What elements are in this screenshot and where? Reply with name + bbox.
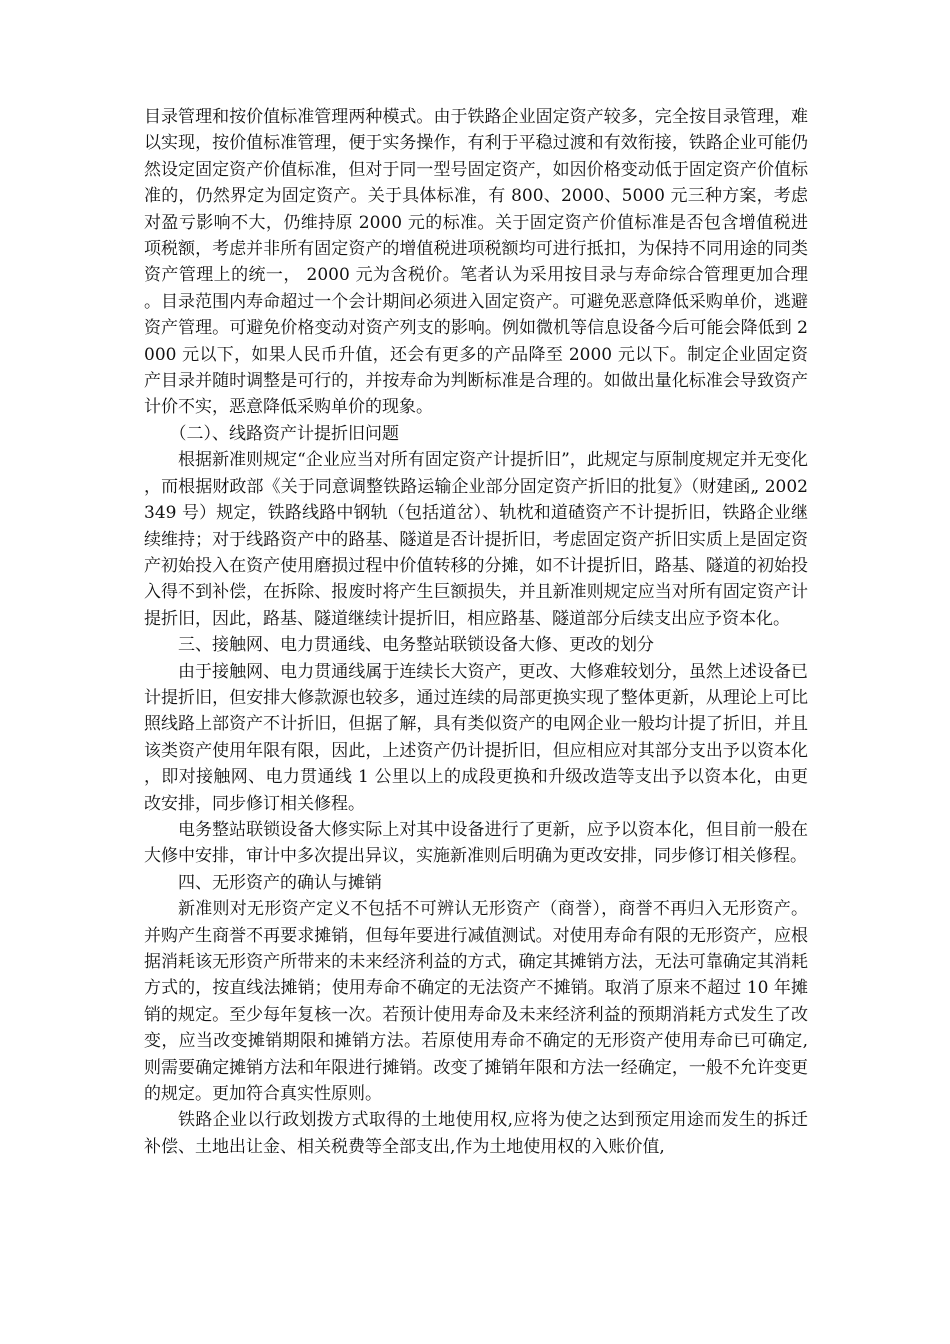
- paragraph-interlocking-equipment: 电务整站联锁设备大修实际上对其中设备进行了更新，应予以资本化，但目前一般在大修中安排，审计中多次提出异议，实施新准则后明确为更改安排，同步修订相关修程。: [144, 819, 808, 867]
- section-heading-catenary-overhaul: 三、接触网、电力贯通线、电务整站联锁设备大修、更改的划分: [178, 635, 654, 656]
- section-heading-intangible-assets: 四、无形资产的确认与摊销: [178, 872, 382, 893]
- paragraph-land-use-rights: 铁路企业以行政划拨方式取得的土地使用权,应将为使之达到预定用途而发生的拆迁补偿、土地出让金、相关税费等全部支出,作为土地使用权的入账价值,: [144, 1110, 808, 1157]
- document-body: [144, 104, 825, 1160]
- paragraph-intangible-assets: 新准则对无形资产定义不包括不可辨认无形资产（商誉），商誉不再归入无形资产。并购产生商誉不再要求摊销，但每年要进行减值测试。对使用寿命有限的无形资产，应根据消耗该无形资产所带来的未来经济利益的方式，确定其摊销方法，无法可靠确定其消耗方式的，按直线法摊销；使用寿命不确定的无法资产不摊销。取消了原来不超过 10 年摊销的规定。至少每年复核一次。若预计使用寿命及未来经济利益的预期消耗方式发生了改变，应当改变摊销期限和摊销方法。若原使用寿命不确定的无形资产使用寿命已可确定,则需要确定摊销方法和年限进行摊销。改变了摊销年限和方法一经确定，一般不允许变更的规定。更加符合真实性原则。: [144, 899, 808, 1105]
- paragraph-line-asset-depreciation: 根据新准则规定“企业应当对所有固定资产计提折旧”，此规定与原制度规定并无变化，而根据财政部《关于同意调整铁路运输企业部分固定资产折旧的批复》（财建函„ 2002 349 号）规定，铁路线路中钢轨（包括道岔）、轨枕和道碴资产不计提折旧，铁路企业继续维持；对于线路资产中的路基、隧道是否计提折旧，考虑固定资产折旧实质上是固定资产初始投入在资产使用磨损过程中价值转移的分摊，如不计提折旧，路基、隧道的初始投入得不到补偿，在拆除、报废时将产生巨额损失，并且新准则规定应当对所有固定资产计提折旧，因此，路基、隧道继续计提折旧，相应路基、隧道部分后续支出应予资本化。: [144, 450, 825, 629]
- paragraph-fixed-asset-standard: 目录管理和按价值标准管理两种模式。由于铁路企业固定资产较多，完全按目录管理，难以实现，按价值标准管理，便于实务操作，有利于平稳过渡和有效衔接，铁路企业可能仍然设定固定资产价值标准，但对于同一型号固定资产，如因价格变动低于固定资产价值标准的，仍然界定为固定资产。关于具体标准，有 800、2000、5000 元三种方案，考虑对盈亏影响不大，仍维持原 2000 元的标准。关于固定资产价值标准是否包含增值税进项税额，考虑并非所有固定资产的增值税进项税额均可进行抵扣，为保持不同用途的同类资产管理上的统一， 2000 元为含税价。笔者认为采用按目录与寿命综合管理更加合理。目录范围内寿命超过一个会计期间必须进入固定资产。可避免恶意降低采购单价，逃避资产管理。可避免价格变动对资产列支的影响。例如微机等信息设备今后可能会降低到 2000 元以下，如果人民币升值，还会有更多的产品降至 2000 元以下。制定企业固定资产目录并随时调整是可行的，并按寿命为判断标准是合理的。如做出量化标准会导致资产计价不实，恶意降低采购单价的现象。: [144, 107, 808, 418]
- section-heading-line-asset-depreciation: （二）、线路资产计提折旧问题: [169, 423, 399, 444]
- paragraph-catenary-overhaul: 由于接触网、电力贯通线属于连续长大资产，更改、大修难较划分，虽然上述设备已计提折旧，但安排大修款源也较多，通过连续的局部更换实现了整体更新，从理论上可比照线路上部资产不计折旧，但据了解，具有类似资产的电网企业一般均计提了折旧，并且该类资产使用年限有限，因此，上述资产仍计提折旧，但应相应对其部分支出予以资本化，即对接触网、电力贯通线 1 公里以上的成段更换和升级改造等支出予以资本化，由更改安排，同步修订相关修程。: [144, 661, 808, 814]
